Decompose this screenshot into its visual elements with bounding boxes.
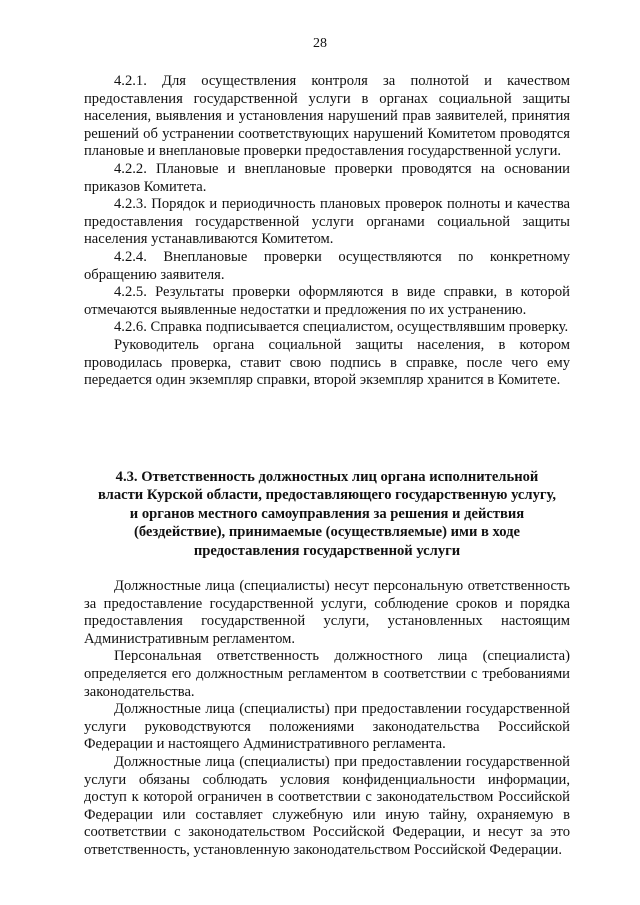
paragraph-4-2-2: 4.2.2. Плановые и внеплановые проверки проводятся на основании приказов Комитета.	[84, 160, 570, 195]
paragraph-job-regulations: Персональная ответственность должностного лица (специалиста) определяется его должностным регламентом в соответствии с требованиями законодательства.	[84, 648, 570, 700]
section-heading-4-3: 4.3. Ответственность должностных лиц органа исполнительной власти Курской области, предоставляющего государственную услугу, и органов местного самоуправления за решения и действия (бездействие), принимаемые (осуществляемые) ими в ходе предоставления государственной услуги	[97, 469, 557, 559]
paragraph-4-2-6: 4.2.6. Справка подписывается специалистом, осуществлявшим проверку.	[114, 319, 569, 336]
bottom-paragraphs	[84, 578, 570, 860]
page-number: 28	[313, 36, 327, 51]
paragraph-4-2-3: 4.2.3. Порядок и периодичность плановых проверок полноты и качества предоставления государственной услуги органами социальной защиты населения устанавливаются Комитетом.	[84, 196, 570, 248]
top-paragraphs	[84, 73, 570, 390]
paragraph-legislation-guidance: Должностные лица (специалисты) при предоставлении государственной услуги руководствуются положениями законодательства Российской Федерации и настоящего Административного регламента.	[84, 701, 570, 753]
paragraph-confidentiality: Должностные лица (специалисты) при предоставлении государственной услуги обязаны соблюдать условия конфиденциальности информации, доступ к которой ограничен в соответствии с законодательством Российской Федерации или составляет служебную или иную тайну, охраняемую в соответствии с законодательством Российской Федерации, и несут за это ответственность, установленную законодательством Российской Федерации.	[84, 753, 570, 858]
paragraph-personal-responsibility: Должностные лица (специалисты) несут персональную ответственность за предоставление государственной услуги, соблюдение сроков и порядка предоставления государственной услуги, установленных настоящим Административным регламентом.	[84, 578, 570, 647]
paragraph-supervisor-signature: Руководитель органа социальной защиты населения, в котором проводилась проверка, ставит свою подпись в справке, после чего ему передается один экземпляр справки, второй экземпляр хранится в Комитете.	[84, 336, 570, 389]
paragraph-4-2-1: 4.2.1. Для осуществления контроля за полнотой и качеством предоставления государственной услуги в органах социальной защиты населения, выявления и установления нарушений прав заявителей, принятия решений об устранении соответствующих нарушений Комитетом проводятся плановые и внеплановые проверки предоставления государственной услуги.	[84, 73, 570, 160]
paragraph-4-2-4: 4.2.4. Внеплановые проверки осуществляются по конкретному обращению заявителя.	[84, 248, 570, 283]
paragraph-4-2-5: 4.2.5. Результаты проверки оформляются в виде справки, в которой отмечаются выявленные недостатки и предложения по их устранению.	[84, 284, 570, 318]
